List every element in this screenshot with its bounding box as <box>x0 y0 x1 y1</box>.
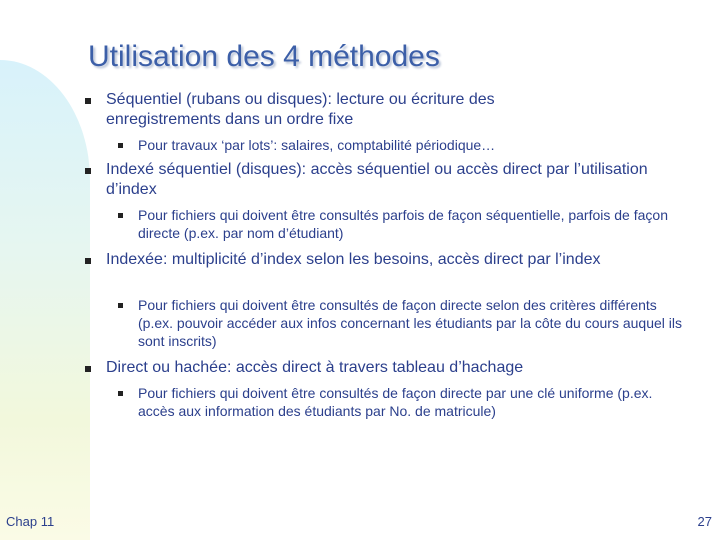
sub-bullet-text-3: Pour fichiers qui doivent être consultés de façon directe selon des critères différents (p.ex. pouvoir accéder aux infos concernant les étudiants par la côte du cours auquel ils sont inscrits) <box>138 297 682 349</box>
sub-bullet-square-icon <box>118 391 123 396</box>
page-number: 27 <box>697 514 712 529</box>
bullet-text-3: Indexée: multiplicité d’index selon les besoins, accès direct par l’index <box>106 251 601 268</box>
sub-bullet-square-icon <box>118 303 123 308</box>
sub-bullet-text-2: Pour fichiers qui doivent être consultés parfois de façon séquentielle, parfois de façon directe (p.ex. par nom d’étudiant) <box>138 207 668 241</box>
sub-bullet-text-1: Pour travaux ‘par lots’: salaires, comptabilité périodique… <box>138 137 496 153</box>
bullet-square-icon <box>85 98 91 104</box>
decorative-left-band <box>0 60 90 540</box>
sub-bullet-text-4: Pour fichiers qui doivent être consultés de façon directe par une clé uniforme (p.ex. accès aux information des étudiants par No. de matricule) <box>138 385 653 419</box>
bullet-text-4: Direct ou hachée: accès direct à travers tableau d’hachage <box>106 359 524 376</box>
sub-bullet-square-icon <box>118 213 123 218</box>
slide-title: Utilisation des 4 méthodes <box>88 40 440 73</box>
sub-bullet-square-icon <box>118 143 123 148</box>
bullet-square-icon <box>85 168 91 174</box>
bullet-text-2: Indexé séquentiel (disques): accès séquentiel ou accès direct par l’utilisation d’index <box>106 161 648 198</box>
bullet-text-1: Séquentiel (rubans ou disques): lecture ou écriture des enregistrements dans un ordre fixe <box>106 91 495 128</box>
bullet-square-icon <box>85 366 91 372</box>
chapter-label: Chap 11 <box>6 514 55 529</box>
bullet-square-icon <box>85 258 91 264</box>
